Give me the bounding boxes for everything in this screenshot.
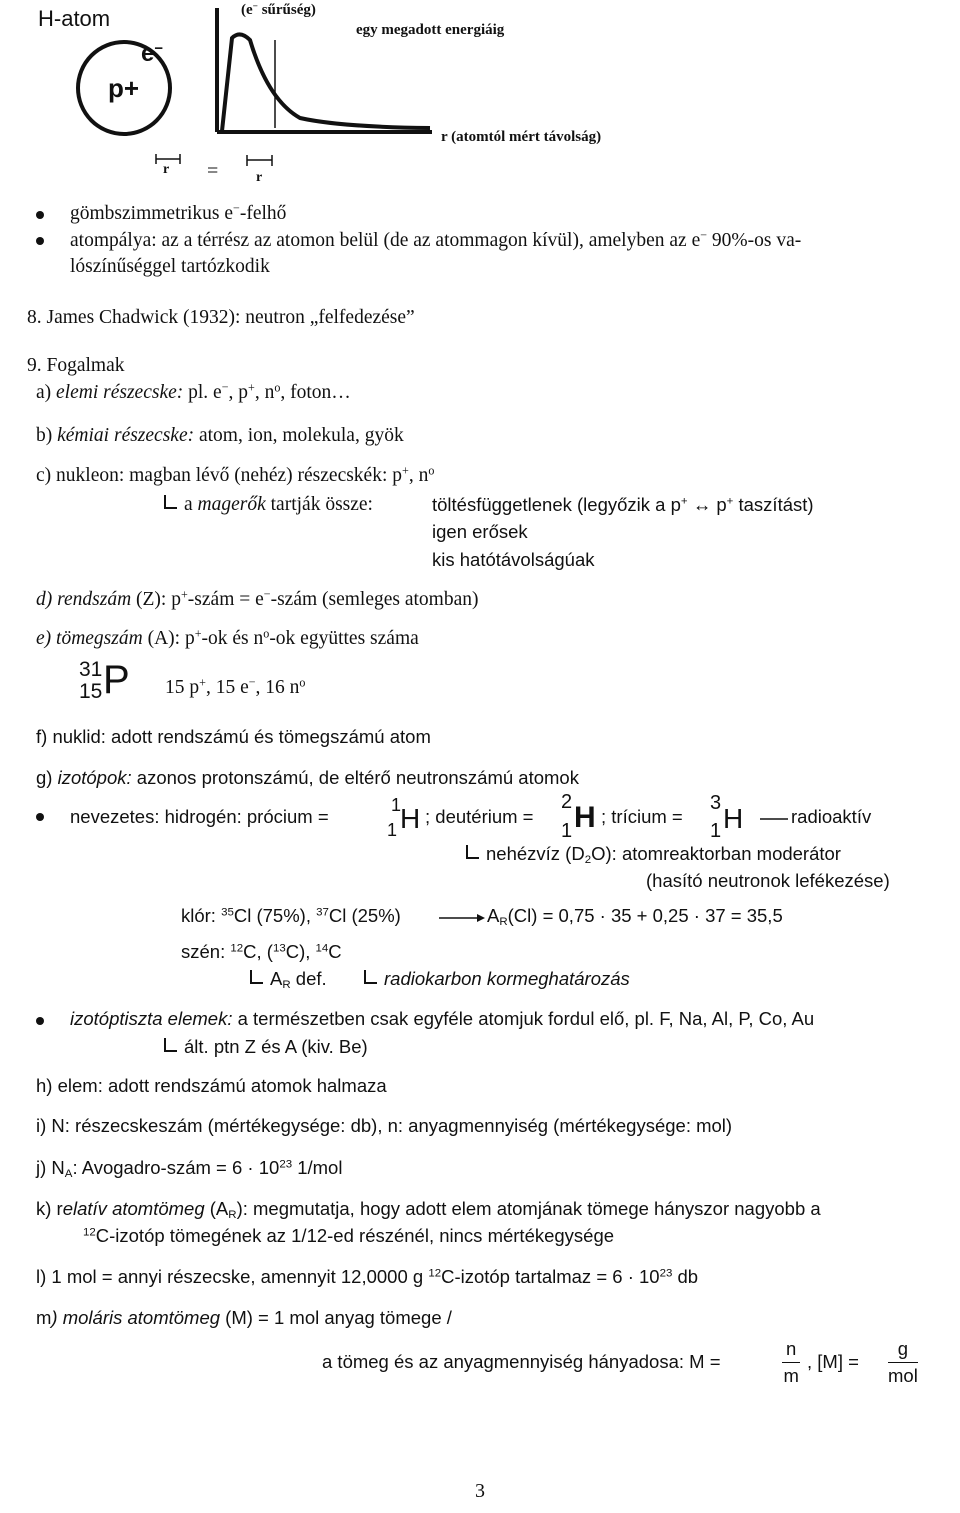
radioactive-dash xyxy=(760,817,790,821)
fraction-g-over-mol xyxy=(888,1338,918,1387)
h3-mass: 3 xyxy=(710,792,722,814)
item-m-cont: a tömeg és az anyagmennyiség hányadosa: M = xyxy=(322,1351,721,1372)
energy-label: egy megadott energiáig xyxy=(356,22,505,38)
isotopically-pure-note: ált. ptn Z és A (kiv. Be) xyxy=(164,1036,368,1057)
deuterium-label: ; deutérium = xyxy=(425,806,534,827)
page-number: 3 xyxy=(475,1480,485,1502)
nuclide-atomic-number: 15 xyxy=(79,680,103,703)
electron-label: e− xyxy=(141,40,164,67)
item-h: h) elem: adott rendszámú atomok halmaza xyxy=(36,1075,387,1096)
bullet xyxy=(36,1017,44,1025)
fraction-denominator: m xyxy=(783,1365,799,1386)
isotopes-label: nevezetes: hidrogén: prócium = xyxy=(70,806,329,827)
item-c-strong: igen erősek xyxy=(432,521,528,542)
h1-symbol: H xyxy=(400,803,421,834)
h2-symbol: H xyxy=(574,801,596,834)
item-f: f) nuklid: adott rendszámú és tömegszámú atom xyxy=(36,726,431,747)
proton-label: p+ xyxy=(108,73,140,103)
r-left-label: r xyxy=(163,162,170,177)
h3-atomic: 1 xyxy=(710,820,722,842)
h2-mass: 2 xyxy=(561,791,573,813)
bullet-atompalya-cont: lószínűséggel tartózkodik xyxy=(70,256,270,277)
heavy-water: nehézvíz $(D_2O)$: atomreaktorban moderátor xyxy=(466,843,841,864)
item-i: i) N: részecskeszám (mértékegysége: db), n: anyagmennyiség (mértékegysége: mol) xyxy=(36,1115,733,1136)
density-curve xyxy=(222,34,430,131)
molar-unit-label: , [M] = xyxy=(807,1351,859,1372)
density-label: (e− sűrűség) xyxy=(241,1,316,18)
item-e: e) tömegszám (A): p+-ok és $n^o-ok$ együttes száma xyxy=(36,626,419,649)
item-g: g) izotópok: azonos protonszámú, de eltérő neutronszámú atomok xyxy=(36,767,579,788)
item-c: c) nukleon: magban lévő (nehéz) részecskék: p+, $n^o$ xyxy=(36,463,435,486)
h1-mass: 1 xyxy=(391,795,402,815)
bullet xyxy=(36,237,44,245)
bullet-gombszimmetrikus: gömbszimmetrikus e−-felhő xyxy=(70,201,287,224)
atom-title: H-atom xyxy=(38,6,111,31)
bullet xyxy=(36,813,44,821)
bullet xyxy=(36,211,44,219)
h2-atomic: 1 xyxy=(561,820,573,842)
r-equals: = xyxy=(207,160,219,182)
radiocarbon: radiokarbon kormeghatározás xyxy=(364,968,630,989)
bullet-atompalya: atompálya: az a térrész az atomon belül (de az atommagon kívül), amelyben az e− 90%-os va- xyxy=(70,228,802,251)
item-k: k) relatív atomtömeg $(A_R)$: megmutatja, hogy adott elem atomjának tömege hányszor nagyobb a xyxy=(36,1198,821,1221)
tritium-label: ; trícium = xyxy=(601,806,683,827)
fraction-numerator: g xyxy=(888,1338,918,1363)
r-right-label: r xyxy=(256,170,263,185)
item-c-forces: a magerők tartják össze: xyxy=(164,494,373,516)
fraction-numerator: n xyxy=(782,1338,800,1363)
carbon-line: szén: $^{12}$C, ($^{13}$C), $^{14}$C xyxy=(181,941,342,962)
fraction-n-over-m xyxy=(782,1338,800,1387)
h1-atomic: 1 xyxy=(387,820,398,840)
radioactive-label: radioaktív xyxy=(791,806,872,827)
heavy-water-note: (hasító neutronok lefékezése) xyxy=(646,870,890,891)
item-c-range: kis hatótávolságúak xyxy=(432,549,595,570)
item-k-cont: $^{12}$C-izotóp tömegének az 1/12-ed részénél, nincs mértékegysége xyxy=(83,1225,615,1246)
chlorine-ar: $A_R(Cl) = 0,75 \cdot 35 + 0,25 \cdot 37 = 35,5$ xyxy=(487,905,783,928)
nuclide-symbol: P xyxy=(103,658,130,702)
h3-symbol: H xyxy=(723,803,744,834)
item-a: a) elemi részecske: pl. e−, p+, $n^o$, foton… xyxy=(36,380,351,403)
chlorine-line: klór: $^{35}$Cl (75%), $^{37}$Cl (25%) xyxy=(181,905,401,926)
item-j: j) $N_A$: Avogadro-szám = $6 \cdot 10^{23}$ 1/mol xyxy=(36,1157,343,1180)
r-axis-label: r (atomtól mért távolság) xyxy=(441,129,602,145)
item-b: b) kémiai részecske: atom, ion, molekula, gyök xyxy=(36,425,404,446)
nuclide-composition: 15 p+, 15 e−, 16 $n^o$ xyxy=(165,675,306,698)
heading-fogalmak: 9. Fogalmak xyxy=(27,355,125,376)
item-d: d) rendszám (Z): p+-szám = e−-szám (semleges atomban) xyxy=(36,587,479,610)
nuclide-mass-number: 31 xyxy=(79,658,103,681)
ar-definition: $A_R$ def. xyxy=(250,968,327,989)
isotopically-pure: izotóptiszta elemek: a természetben csak egyféle atomjuk fordul elő, pl. F, Na, Al, P, Co, Au xyxy=(70,1008,815,1029)
item-l: l) 1 mol = annyi részecske, amennyit 12,0000 g $^{12}$C-izotóp tartalmaz = $6 \cdot 10^{23}$ db xyxy=(36,1266,699,1287)
item-m: m) moláris atomtömeg (M) = 1 mol anyag tömege / xyxy=(36,1307,452,1328)
item-c-properties: töltésfüggetlenek (legyőzik a p+ ↔ p+ taszítást) xyxy=(432,494,814,515)
fraction-denominator: mol xyxy=(888,1365,918,1386)
arrow-right-icon xyxy=(439,912,485,924)
heading-chadwick: 8. James Chadwick (1932): neutron „felfedezése” xyxy=(27,307,415,328)
